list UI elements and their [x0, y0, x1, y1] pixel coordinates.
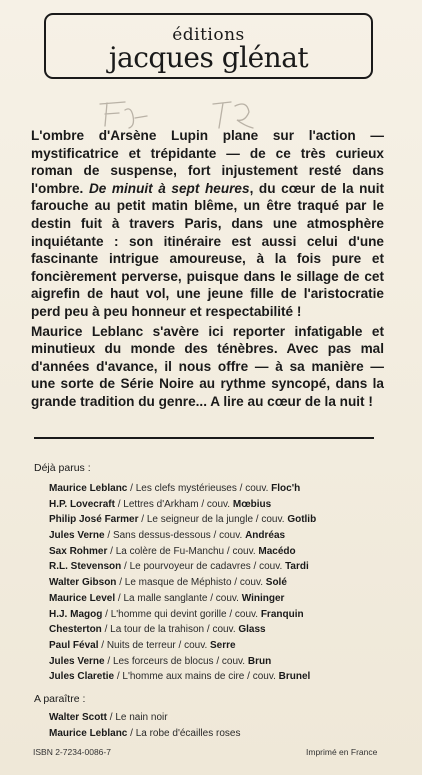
- already-published-list: [49, 481, 389, 685]
- cover-artist: Macédo: [258, 545, 296, 557]
- book-title: Le nain noir: [115, 712, 168, 723]
- list-item: [49, 726, 389, 742]
- separator: /: [127, 727, 136, 739]
- book-author: Jules Verne: [49, 530, 105, 542]
- list-item: [49, 638, 389, 654]
- printed-in: Imprimé en France: [306, 747, 378, 757]
- cover-label: couv.: [215, 592, 242, 604]
- separator: /: [121, 561, 130, 573]
- list-item: [49, 591, 389, 607]
- separator: /: [175, 639, 185, 651]
- separator: /: [114, 671, 123, 683]
- separator: /: [244, 671, 253, 683]
- cover-label: couv.: [234, 608, 261, 620]
- cover-label: couv.: [252, 671, 279, 683]
- separator: /: [114, 498, 124, 510]
- book-title: Le pourvoyeur de cadavres: [129, 561, 251, 573]
- book-title: La colère de Fu-Manchu: [115, 545, 225, 557]
- book-title: La robe d'écailles roses: [135, 727, 241, 739]
- book-title: Les clefs mystérieuses: [135, 483, 237, 494]
- cover-artist: Tardi: [285, 561, 309, 573]
- separator: /: [213, 655, 222, 667]
- forthcoming-list: [49, 710, 389, 741]
- list-item: [49, 481, 389, 497]
- cover-artist: Gotlib: [287, 514, 317, 526]
- separator: /: [115, 592, 124, 604]
- separator: /: [138, 514, 147, 526]
- book-author: H.J. Magog: [49, 608, 103, 620]
- book-author: Jules Claretie: [49, 671, 115, 683]
- cover-label: couv.: [184, 639, 211, 651]
- blurb-text: L'ombre d'Arsène Lupin plane sur l'action — mystificatrice et trépidante — de ce très curieux roman de suspense, fort injustement resté dans l'ombre.: [31, 128, 384, 196]
- separator: /: [127, 483, 136, 494]
- book-author: R.L. Stevenson: [49, 561, 122, 573]
- cover-label: couv.: [212, 624, 239, 636]
- back-cover-blurb: [31, 127, 384, 413]
- book-title: Sans dessus-dessous: [112, 530, 211, 542]
- book-author: Walter Scott: [49, 712, 107, 723]
- book-title: La tour de la trahison: [110, 624, 205, 636]
- cover-artist: Serre: [210, 639, 236, 651]
- separator: /: [106, 712, 116, 723]
- blurb-paragraph-1: [31, 127, 384, 321]
- list-item: [49, 654, 389, 670]
- forthcoming-label: A paraître :: [34, 693, 86, 705]
- list-item: [49, 622, 389, 638]
- cover-artist: Solé: [265, 577, 287, 589]
- cover-artist: Floc'h: [271, 483, 301, 494]
- book-title: Les forceurs de blocus: [112, 655, 214, 667]
- separator: /: [207, 592, 216, 604]
- blurb-book-title: De minuit à sept heures: [88, 180, 250, 196]
- separator: /: [104, 530, 113, 542]
- cover-label: couv.: [261, 514, 288, 526]
- separator: /: [102, 608, 111, 620]
- separator: /: [204, 624, 213, 636]
- list-item: [49, 559, 389, 575]
- book-author: Maurice Leblanc: [49, 727, 128, 739]
- cover-label: couv.: [232, 545, 259, 557]
- list-item: [49, 710, 389, 726]
- already-published-label: Déjà parus :: [34, 462, 91, 474]
- book-title: L'homme aux mains de cire: [122, 671, 245, 683]
- book-title: Lettres d'Arkham: [123, 498, 199, 510]
- separator: /: [104, 655, 113, 667]
- separator: /: [236, 483, 246, 494]
- cover-artist: Wininger: [241, 592, 285, 604]
- divider: [34, 437, 374, 439]
- book-author: Chesterton: [49, 624, 102, 636]
- cover-artist: Franquin: [260, 608, 304, 620]
- cover-label: couv.: [259, 561, 286, 573]
- separator: /: [253, 514, 262, 526]
- book-title: Le seigneur de la jungle: [146, 514, 254, 526]
- book-author: H.P. Lovecraft: [49, 498, 115, 510]
- book-title: Le masque de Méphisto: [124, 577, 232, 589]
- list-item: [49, 669, 389, 685]
- book-author: Maurice Leblanc: [49, 483, 128, 494]
- separator: /: [198, 498, 207, 510]
- book-author: Walter Gibson: [49, 577, 117, 589]
- separator: /: [101, 624, 111, 636]
- book-title: La malle sanglante: [123, 592, 208, 604]
- cover-label: couv.: [206, 498, 233, 510]
- list-item: [49, 528, 389, 544]
- separator: /: [98, 639, 107, 651]
- list-item: [49, 607, 389, 623]
- cover-label: couv.: [221, 655, 248, 667]
- list-item: [49, 544, 389, 560]
- logo-editions: éditions: [172, 25, 245, 45]
- separator: /: [226, 608, 235, 620]
- separator: /: [116, 577, 125, 589]
- book-title: L'homme qui devint gorille: [110, 608, 227, 620]
- cover-label: couv.: [219, 530, 246, 542]
- cover-artist: Mœbius: [232, 498, 272, 510]
- cover-artist: Andréas: [245, 530, 286, 542]
- separator: /: [224, 545, 233, 557]
- blurb-paragraph-2: Maurice Leblanc s'avère ici reporter infatigable et minutieux du monde des ténèbres. Avec pas mal d'années d'avance, il nous offre — à sa manière — une sorte de Série Noire au rythme syncopé, dans la grande tradition du genre... A lire au cœur de la nuit !: [31, 323, 384, 409]
- isbn: ISBN 2-7234-0086-7: [33, 747, 111, 757]
- book-author: Jules Verne: [49, 655, 105, 667]
- cover-label: couv.: [239, 577, 266, 589]
- book-author: Philip José Farmer: [49, 514, 139, 526]
- cover-label: couv.: [245, 483, 272, 494]
- separator: /: [210, 530, 220, 542]
- list-item: [49, 575, 389, 591]
- separator: /: [107, 545, 116, 557]
- book-title: Nuits de terreur: [106, 639, 176, 651]
- book-author: Sax Rohmer: [49, 545, 108, 557]
- book-author: Paul Féval: [49, 639, 99, 651]
- logo-publisher-name: jacques glénat: [108, 41, 309, 74]
- list-item: [49, 512, 389, 528]
- blurb-text: , du cœur de la nuit farouche au petit matin blême, un être traqué par le destin fuit à travers Paris, dans une atmosphère inquiétante : son itinéraire est aussi celui d'une fascinante intrigue amoureuse, à la fois pure et foncièrement perverse, puisque dans le sillage de cet aigrefin de haut vol, une jeune fille de l'aristocratie perd peu à peu honneur et respectabilité !: [31, 180, 385, 319]
- list-item: [49, 497, 389, 513]
- cover-artist: Glass: [238, 624, 266, 636]
- separator: /: [231, 577, 240, 589]
- separator: /: [250, 561, 260, 573]
- cover-artist: Brunel: [278, 671, 311, 683]
- book-author: Maurice Level: [49, 592, 116, 604]
- publisher-logo: [44, 13, 373, 79]
- cover-artist: Brun: [247, 655, 272, 667]
